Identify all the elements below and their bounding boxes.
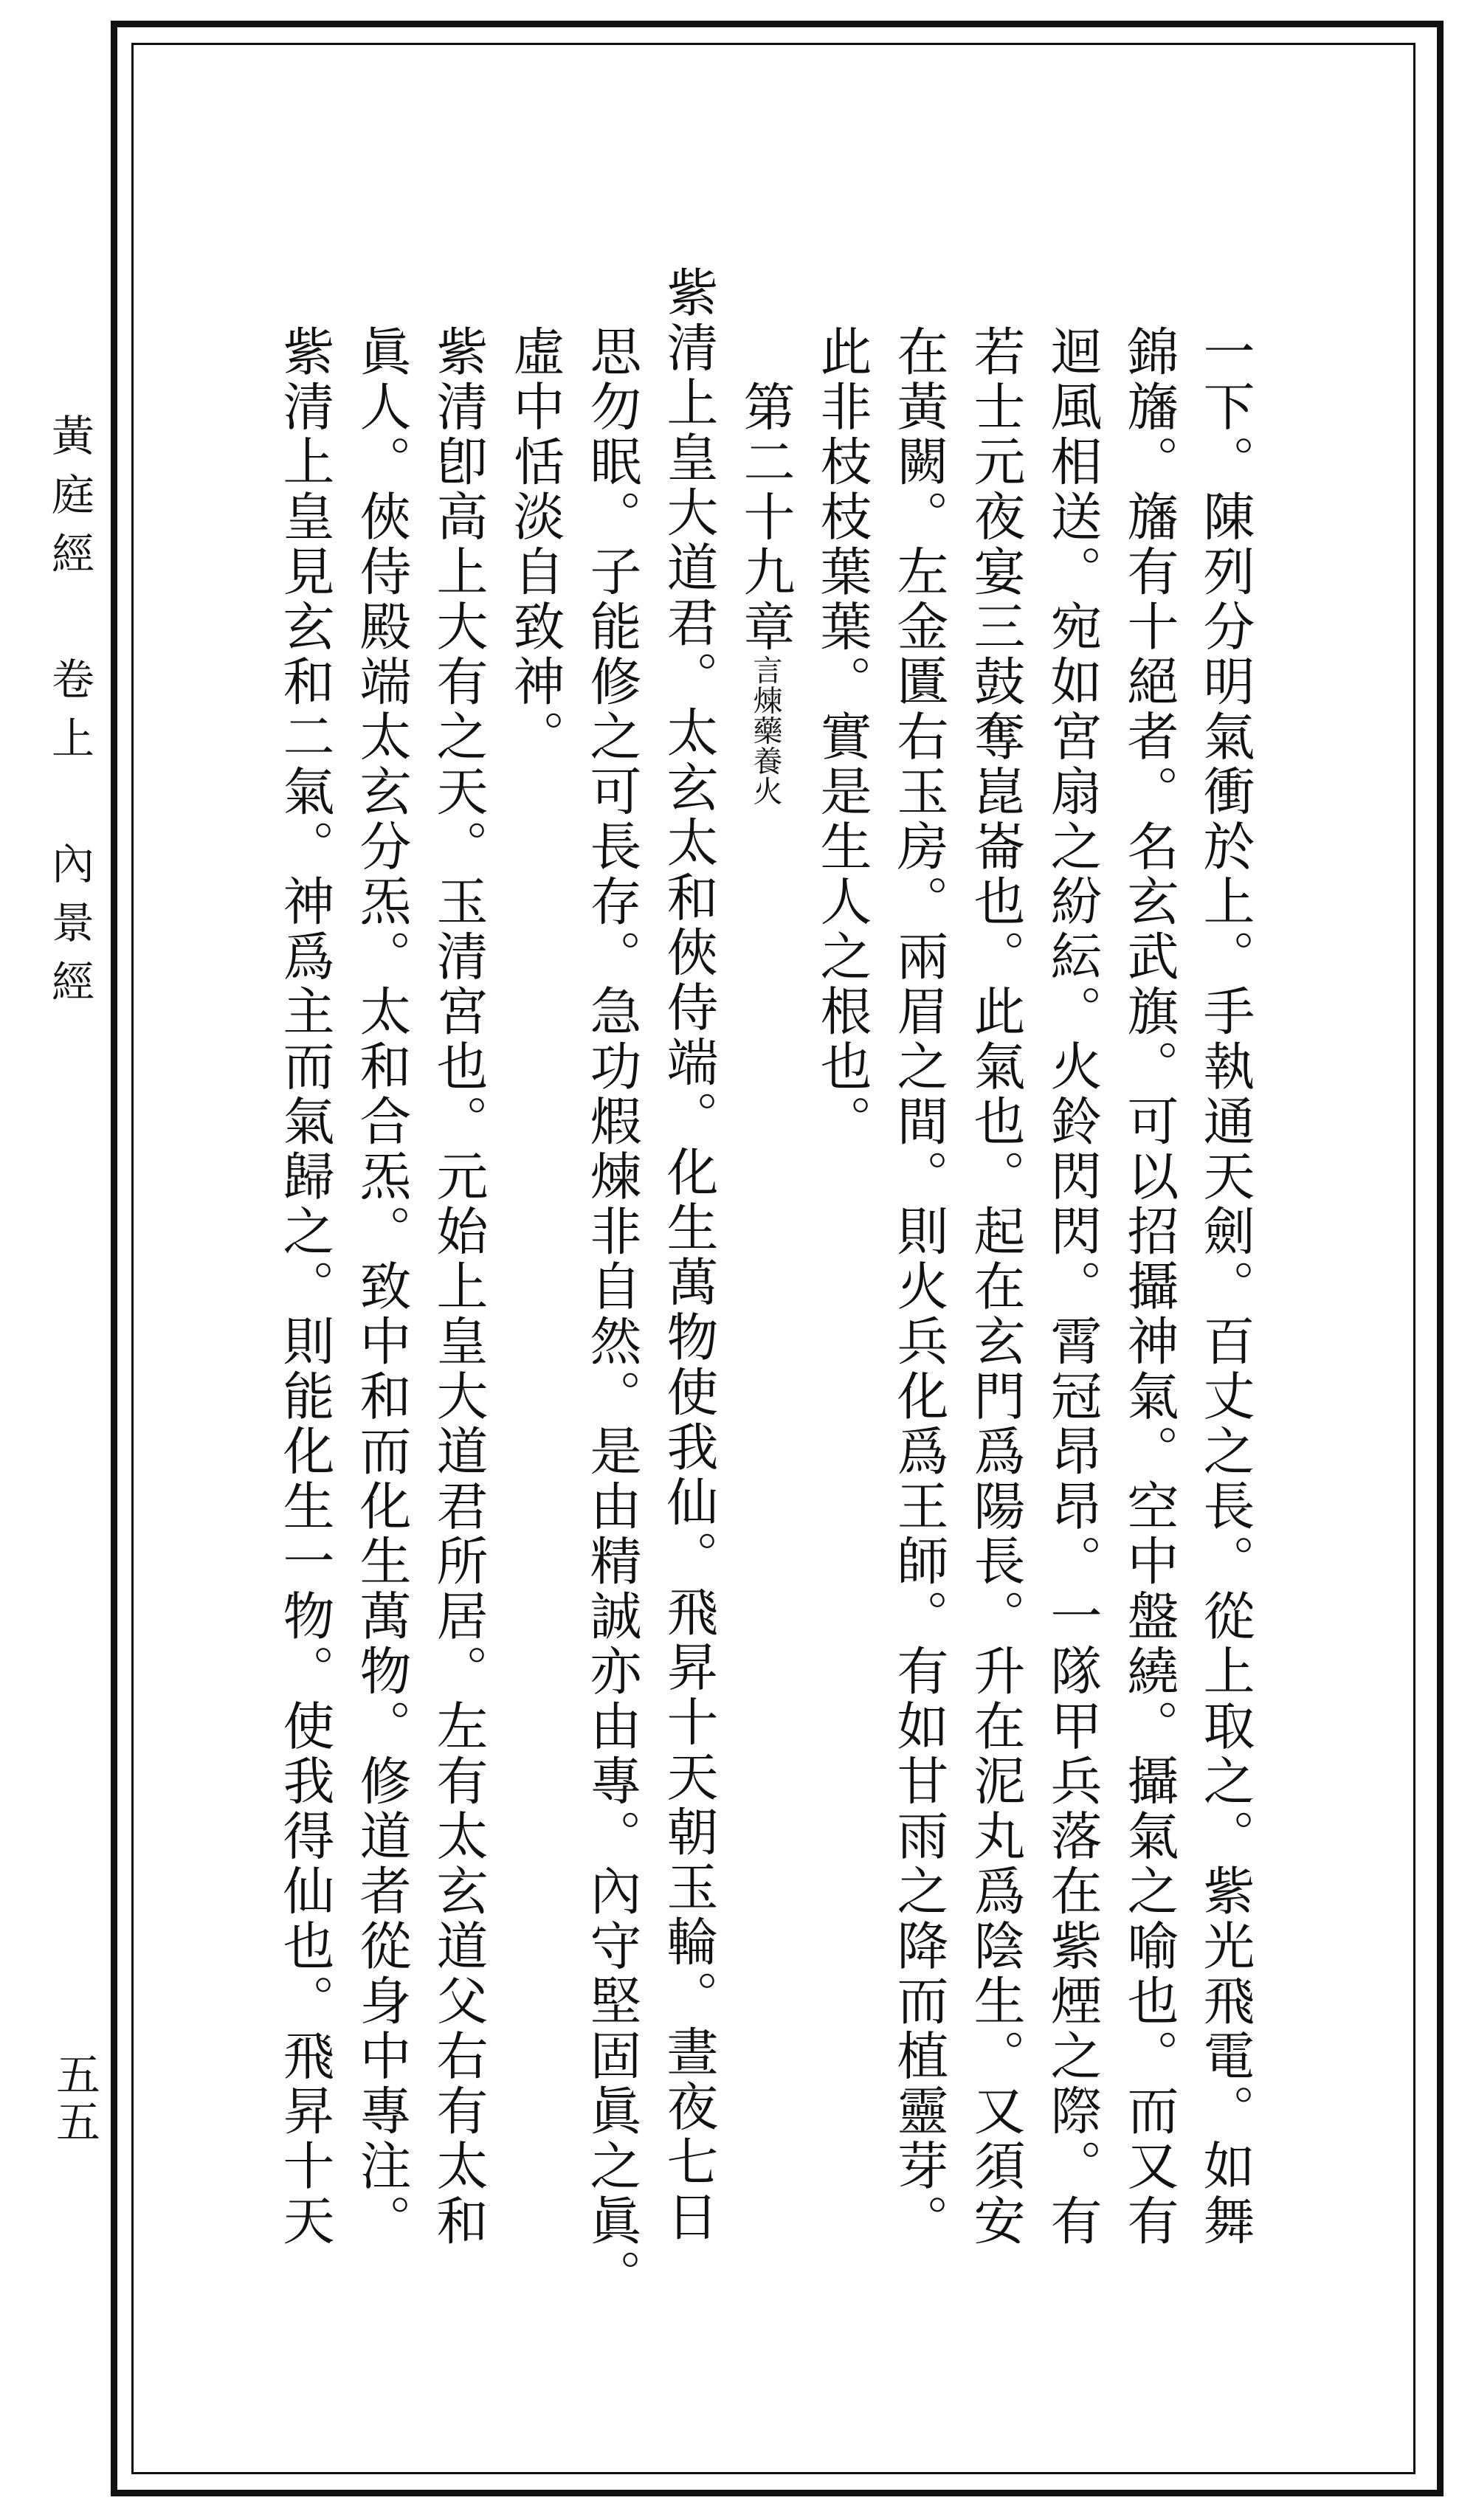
chapter-heading <box>735 380 796 807</box>
text-column-1: 一下。陳列分明氣衝於上。手執通天劍。百丈之長。從上取之。紫光飛電。如舞 <box>1195 325 1255 2249</box>
running-title: 黃庭經 卷上 內景經 <box>44 413 94 1018</box>
verse-column-1: 紫清上皇大道君。太玄太和俠侍端。化生萬物使我仙。飛昇十天朝玉輪。晝夜七日 <box>658 266 719 2245</box>
commentary-column-3: 紫清上皇見玄和二氣。神爲主而氣歸之。則能化生一物。使我得仙也。飛昇十天 <box>275 325 335 2249</box>
text-column-4: 若士元夜宴三鼓奪崑崙也。此氣也。起在玄門爲陽長。升在泥丸爲陰生。又須安 <box>965 325 1026 2249</box>
text-column-6: 此非枝枝葉葉。實是生人之根也。 <box>812 325 872 1150</box>
commentary-column-2: 眞人。俠侍殿端太玄分炁。太和合炁。致中和而化生萬物。修道者從身中專注。 <box>351 325 412 2249</box>
verse-column-3: 虛中恬淡自致神。 <box>505 325 565 764</box>
text-column-3: 迴風相送。宛如宮扇之紛紜。火鈴閃閃。霄冠昂昂。一隊甲兵落在紫煙之際。有 <box>1042 325 1103 2249</box>
page-number: 五五 <box>49 2051 100 2146</box>
text-column-5: 在黃闕。左金匱右玉房。兩眉之間。則火兵化爲王師。有如甘雨之降而植靈芽。 <box>889 325 949 2249</box>
text-column-2: 錦旛。旛有十絕者。名玄武旗。可以招攝神氣。空中盤繞。攝氣之喻也。而又有 <box>1119 325 1179 2249</box>
verse-column-2: 思勿眠。子能修之可長存。急功煆煉非自然。是由精誠亦由專。內守堅固眞之眞。 <box>582 325 642 2304</box>
chapter-note: 言煉藥養火 <box>748 655 782 807</box>
chapter-title: 第二十九章 <box>735 380 796 655</box>
commentary-column-1: 紫清卽高上大有之天。玉清宮也。元始上皇大道君所居。左有太玄道父右有太和 <box>428 325 489 2249</box>
